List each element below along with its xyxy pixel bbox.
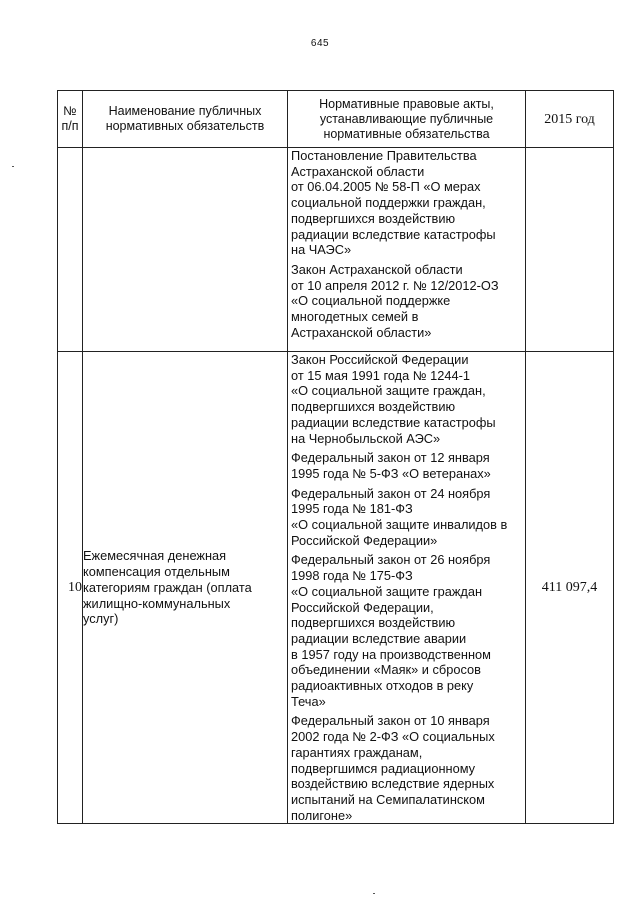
legal-act: Федеральный закон от 12 января 1995 года № 5-ФЗ «О ветеранах» xyxy=(291,450,491,481)
legal-act: Постановление Правительства Астраханской области от 06.04.2005 № 58-П «О мерах социальной поддержки граждан, подвергшихся воздействию радиации вследствие катастрофы на ЧАЭС» xyxy=(291,148,496,258)
legal-acts-cell xyxy=(288,148,526,352)
legal-act: Федеральный закон от 10 января 2002 года № 2-ФЗ «О социальных гарантиях гражданам, подвергшимся радиационному воздействию вследствие ядерных испытаний на Семипалатинском полигоне» xyxy=(291,713,495,823)
table-row xyxy=(58,148,614,352)
amount-cell xyxy=(526,148,614,352)
header-number: № п/п xyxy=(58,91,83,148)
legal-acts-cell xyxy=(288,352,526,824)
obligation-name-cell xyxy=(83,148,288,352)
row-number-cell: 10 xyxy=(58,352,83,824)
margin-mark xyxy=(373,893,375,894)
legal-act: Федеральный закон от 24 ноября 1995 года № 181-ФЗ «О социальной защите инвалидов в Российской Федерации» xyxy=(291,485,508,548)
row-number-cell xyxy=(58,148,83,352)
table-header-row xyxy=(58,91,614,148)
table-row xyxy=(58,352,614,824)
header-year: 2015 год xyxy=(526,91,614,148)
legal-act: Федеральный закон от 26 ноября 1998 года № 175-ФЗ «О социальной защите граждан Российской Федерации, подвергшихся воздействию радиации вследствие аварии в 1957 году на производственном объединении «Маяк» и сбросов радиоактивных отходов в реку Теча» xyxy=(291,552,491,709)
legal-act: Закон Астраханской области от 10 апреля 2012 г. № 12/2012-ОЗ «О социальной поддержке многодетных семей в Астраханской области» xyxy=(291,261,499,340)
obligations-table xyxy=(57,90,614,824)
page-number: 645 xyxy=(310,38,330,49)
header-name: Наименование публичных нормативных обязательств xyxy=(83,91,288,148)
header-acts: Нормативные правовые акты, устанавливающие публичные нормативные обязательства xyxy=(288,91,526,148)
margin-mark xyxy=(12,166,14,167)
amount-cell: 411 097,4 xyxy=(526,352,614,824)
obligation-name-cell: Ежемесячная денежная компенсация отдельным категориям граждан (оплата жилищно-коммунальных услуг) xyxy=(83,352,288,824)
legal-act: Закон Российской Федерации от 15 мая 1991 года № 1244-1 «О социальной защите граждан, подвергшихся воздействию радиации вследствие катастрофы на Чернобыльской АЭС» xyxy=(291,352,496,446)
